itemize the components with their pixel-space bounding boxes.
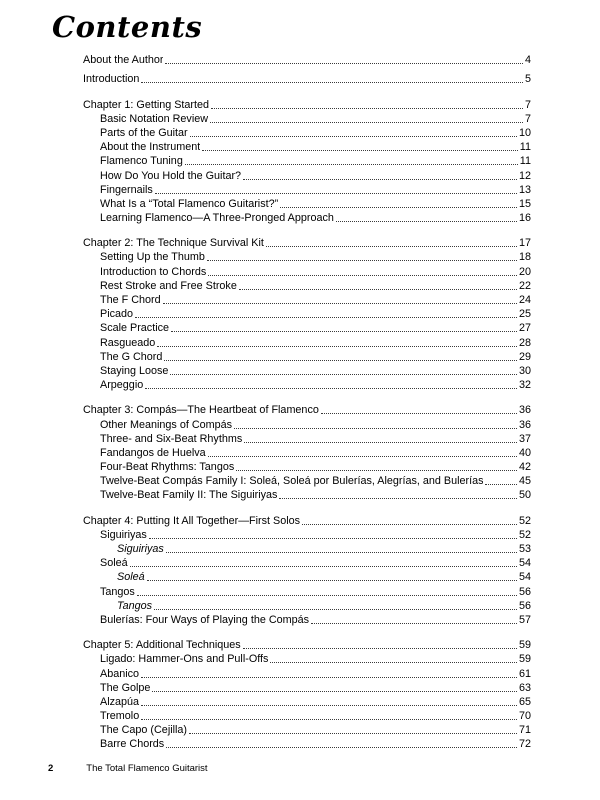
toc-entry-page: 17 [518, 237, 531, 250]
toc-entry-page: 13 [518, 183, 531, 196]
toc-entry [83, 349, 531, 363]
dot-leader [145, 388, 517, 389]
toc-entry-label: Tremolo [100, 710, 140, 723]
toc-entry-label: Chapter 5: Additional Techniques [83, 639, 241, 652]
toc-entry [83, 708, 531, 722]
toc-entry-label: Basic Notation Review [100, 112, 209, 125]
dot-leader [190, 136, 517, 137]
dot-leader [211, 108, 523, 109]
toc-entry-label: Bulerías: Four Ways of Playing the Compás [100, 613, 310, 626]
footer-book-title: The Total Flamenco Guitarist [86, 763, 208, 774]
toc-entry-page: 59 [518, 653, 531, 666]
page-title: Contents [52, 10, 203, 44]
toc-entry-label: Chapter 2: The Technique Survival Kit [83, 237, 264, 250]
toc-entry-label: Three- and Six-Beat Rhythms [100, 432, 243, 445]
toc-entry [83, 182, 531, 196]
toc-entry-label: Picado [100, 308, 134, 321]
dot-leader [279, 498, 517, 499]
dot-leader [243, 648, 517, 649]
toc-entry [83, 96, 531, 110]
dot-leader [165, 63, 523, 64]
dot-leader [157, 346, 517, 347]
toc-entry [83, 637, 531, 651]
dot-leader [130, 566, 517, 567]
toc-entry-label: Fingernails [100, 183, 153, 196]
toc-entry-label: The Capo (Cejilla) [100, 724, 188, 737]
toc-entry-label: Arpeggio [100, 379, 144, 392]
toc-entry-page: 10 [518, 126, 531, 139]
toc-entry [83, 210, 531, 224]
toc-entry-label: How Do You Hold the Guitar? [100, 169, 242, 182]
toc-entry [83, 583, 531, 597]
toc-entry-page: 29 [518, 350, 531, 363]
toc-entry [83, 541, 531, 555]
toc-entry-label: Chapter 1: Getting Started [83, 98, 210, 111]
dot-leader [189, 733, 517, 734]
dot-leader [141, 719, 517, 720]
dot-leader [166, 552, 517, 553]
toc-entry [83, 363, 531, 377]
toc-entry-page: 22 [518, 279, 531, 292]
toc-entry-label: About the Instrument [100, 141, 201, 154]
toc-entry-label: Scale Practice [100, 322, 170, 335]
toc-entry-label: Twelve-Beat Family II: The Siguiriyas [100, 489, 278, 502]
toc-entry-page: 59 [518, 639, 531, 652]
dot-leader [321, 413, 517, 414]
toc-entry [83, 512, 531, 526]
toc-entry-label: Abanico [100, 667, 140, 680]
toc-entry-page: 25 [518, 308, 531, 321]
toc-entry [83, 445, 531, 459]
toc-entry-page: 70 [518, 710, 531, 723]
toc-entry-page: 28 [518, 336, 531, 349]
toc-entry [83, 278, 531, 292]
toc-entry-label: Staying Loose [100, 364, 169, 377]
toc-entry-label: Other Meanings of Compás [100, 418, 233, 431]
toc-entry-page: 56 [518, 585, 531, 598]
dot-leader [243, 179, 517, 180]
toc-entry-page: 53 [518, 543, 531, 555]
dot-leader [152, 691, 517, 692]
toc-entry [83, 722, 531, 736]
dot-leader [163, 303, 517, 304]
dot-leader [171, 331, 517, 332]
dot-leader [485, 484, 517, 485]
toc-entry-label: Introduction to Chords [100, 265, 207, 278]
toc-entry-label: Rest Stroke and Free Stroke [100, 279, 237, 292]
toc-entry-page: 54 [518, 571, 531, 584]
toc-entry-page: 7 [524, 98, 531, 111]
toc-entry-page: 42 [518, 461, 531, 474]
toc-entry-page: 65 [518, 695, 531, 708]
dot-leader [141, 82, 523, 83]
toc-entry-label: Ligado: Hammer-Ons and Pull-Offs [100, 653, 269, 666]
toc-entry [83, 651, 531, 665]
toc-entry-label: Soleá [117, 571, 145, 584]
toc-entry [83, 320, 531, 334]
toc-entry [83, 612, 531, 626]
toc-entry-label: Barre Chords [100, 738, 165, 751]
toc-entry-page: 71 [518, 724, 531, 737]
toc-entry [83, 402, 531, 416]
toc-entry [83, 249, 531, 263]
toc-entry-label: Learning Flamenco—A Three-Pronged Approach [100, 212, 334, 225]
toc-entry [83, 125, 531, 139]
toc-entry-label: Fandangos de Huelva [100, 446, 206, 459]
toc-entry-page: 24 [518, 294, 531, 306]
dot-leader [170, 374, 517, 375]
toc-entry [83, 416, 531, 430]
toc-entry-label: Rasgueado [100, 336, 156, 349]
toc-entry [83, 694, 531, 708]
toc-entry-page: 52 [518, 514, 531, 527]
toc-entry-page: 27 [518, 322, 531, 335]
toc-entry [83, 139, 531, 153]
toc-entry-page: 18 [518, 251, 531, 264]
dot-leader [239, 289, 517, 290]
toc-entry-page: 7 [524, 112, 531, 125]
toc-entry-page: 36 [518, 404, 531, 417]
toc-entry [83, 598, 531, 612]
toc-entry-label: Setting Up the Thumb [100, 251, 205, 264]
toc-entry [83, 196, 531, 210]
toc-entry [83, 334, 531, 348]
toc-entry [83, 153, 531, 167]
toc-entry [83, 167, 531, 181]
toc-entry [83, 52, 531, 66]
toc-entry-page: 50 [518, 489, 531, 502]
dot-leader [280, 207, 517, 208]
toc-list [83, 52, 531, 750]
toc-entry [83, 111, 531, 125]
toc-entry-label: Four-Beat Rhythms: Tangos [100, 461, 235, 474]
dot-leader [311, 623, 517, 624]
toc-entry [83, 665, 531, 679]
toc-entry-label: The G Chord [100, 350, 163, 363]
toc-entry-page: 5 [524, 73, 531, 86]
toc-entry [83, 235, 531, 249]
toc-entry-label: What Is a “Total Flamenco Guitarist?” [100, 197, 279, 210]
toc-entry-page: 52 [518, 528, 531, 541]
toc-entry-label: Tangos [100, 585, 135, 598]
toc-entry [83, 555, 531, 569]
toc-entry [83, 431, 531, 445]
toc-entry-page: 12 [518, 169, 531, 182]
dot-leader [236, 470, 517, 471]
dot-leader [137, 595, 517, 596]
toc-entry [83, 487, 531, 501]
dot-leader [141, 677, 517, 678]
toc-entry [83, 736, 531, 750]
dot-leader [208, 275, 517, 276]
toc-entry-page: 15 [518, 197, 531, 210]
dot-leader [202, 150, 518, 151]
toc-entry [83, 292, 531, 306]
toc-entry-page: 40 [518, 446, 531, 459]
dot-leader [234, 428, 517, 429]
dot-leader [207, 260, 517, 261]
toc-entry-label: Siguiriyas [100, 528, 147, 541]
toc-entry-label: Flamenco Tuning [100, 155, 183, 168]
dot-leader [336, 221, 517, 222]
toc-entry-label: The Golpe [100, 681, 151, 694]
dot-leader [266, 246, 517, 247]
toc-entry-page: 63 [518, 681, 531, 694]
dot-leader [185, 164, 518, 165]
page-footer [48, 763, 208, 774]
dot-leader [154, 609, 517, 610]
dot-leader [147, 580, 517, 581]
toc-entry [83, 569, 531, 583]
dot-leader [210, 122, 523, 123]
toc-entry [83, 473, 531, 487]
toc-entry-page: 16 [518, 212, 531, 225]
toc-entry-page: 72 [518, 738, 531, 751]
toc-entry-label: Chapter 3: Compás—The Heartbeat of Flamenco [83, 404, 319, 417]
toc-entry-page: 45 [518, 475, 531, 488]
toc-entry [83, 527, 531, 541]
toc-entry-page: 11 [519, 155, 531, 168]
toc-entry-label: Introduction [83, 73, 140, 86]
toc-entry-label: The F Chord [100, 294, 161, 306]
dot-leader [208, 456, 517, 457]
toc-entry-page: 56 [518, 599, 531, 612]
dot-leader [149, 538, 517, 539]
toc-entry-page: 20 [518, 265, 531, 278]
toc-entry-page: 57 [518, 613, 531, 626]
toc-entry-label: Siguiriyas [117, 543, 164, 555]
toc-entry-label: Tangos [117, 599, 153, 612]
toc-entry-page: 54 [518, 557, 531, 570]
toc-entry-label: Twelve-Beat Compás Family I: Soleá, Soleá por Bulerías, Alegrías, and Bulerías [100, 475, 484, 488]
dot-leader [166, 747, 517, 748]
toc-entry-page: 32 [518, 379, 531, 392]
footer-page-number: 2 [48, 763, 54, 774]
dot-leader [270, 662, 517, 663]
toc-entry-page: 37 [518, 432, 531, 445]
toc-entry-label: Alzapúa [100, 695, 140, 708]
toc-entry [83, 306, 531, 320]
toc-entry-page: 11 [519, 141, 531, 154]
toc-entry [83, 263, 531, 277]
dot-leader [244, 442, 517, 443]
toc-entry-label: Chapter 4: Putting It All Together—First Solos [83, 514, 301, 527]
toc-entry-label: Parts of the Guitar [100, 126, 188, 139]
toc-entry-label: Soleá [100, 557, 128, 570]
toc-entry-page: 61 [518, 667, 531, 680]
dot-leader [302, 524, 517, 525]
toc-entry [83, 71, 531, 85]
toc-entry [83, 377, 531, 391]
dot-leader [164, 360, 517, 361]
toc-entry-page: 36 [518, 418, 531, 431]
dot-leader [135, 317, 517, 318]
toc-entry-label: About the Author [83, 54, 164, 67]
dot-leader [141, 705, 517, 706]
dot-leader [155, 193, 517, 194]
toc-entry-page: 30 [518, 364, 531, 377]
toc-entry [83, 459, 531, 473]
toc-entry-page: 4 [524, 54, 531, 67]
toc-entry [83, 680, 531, 694]
